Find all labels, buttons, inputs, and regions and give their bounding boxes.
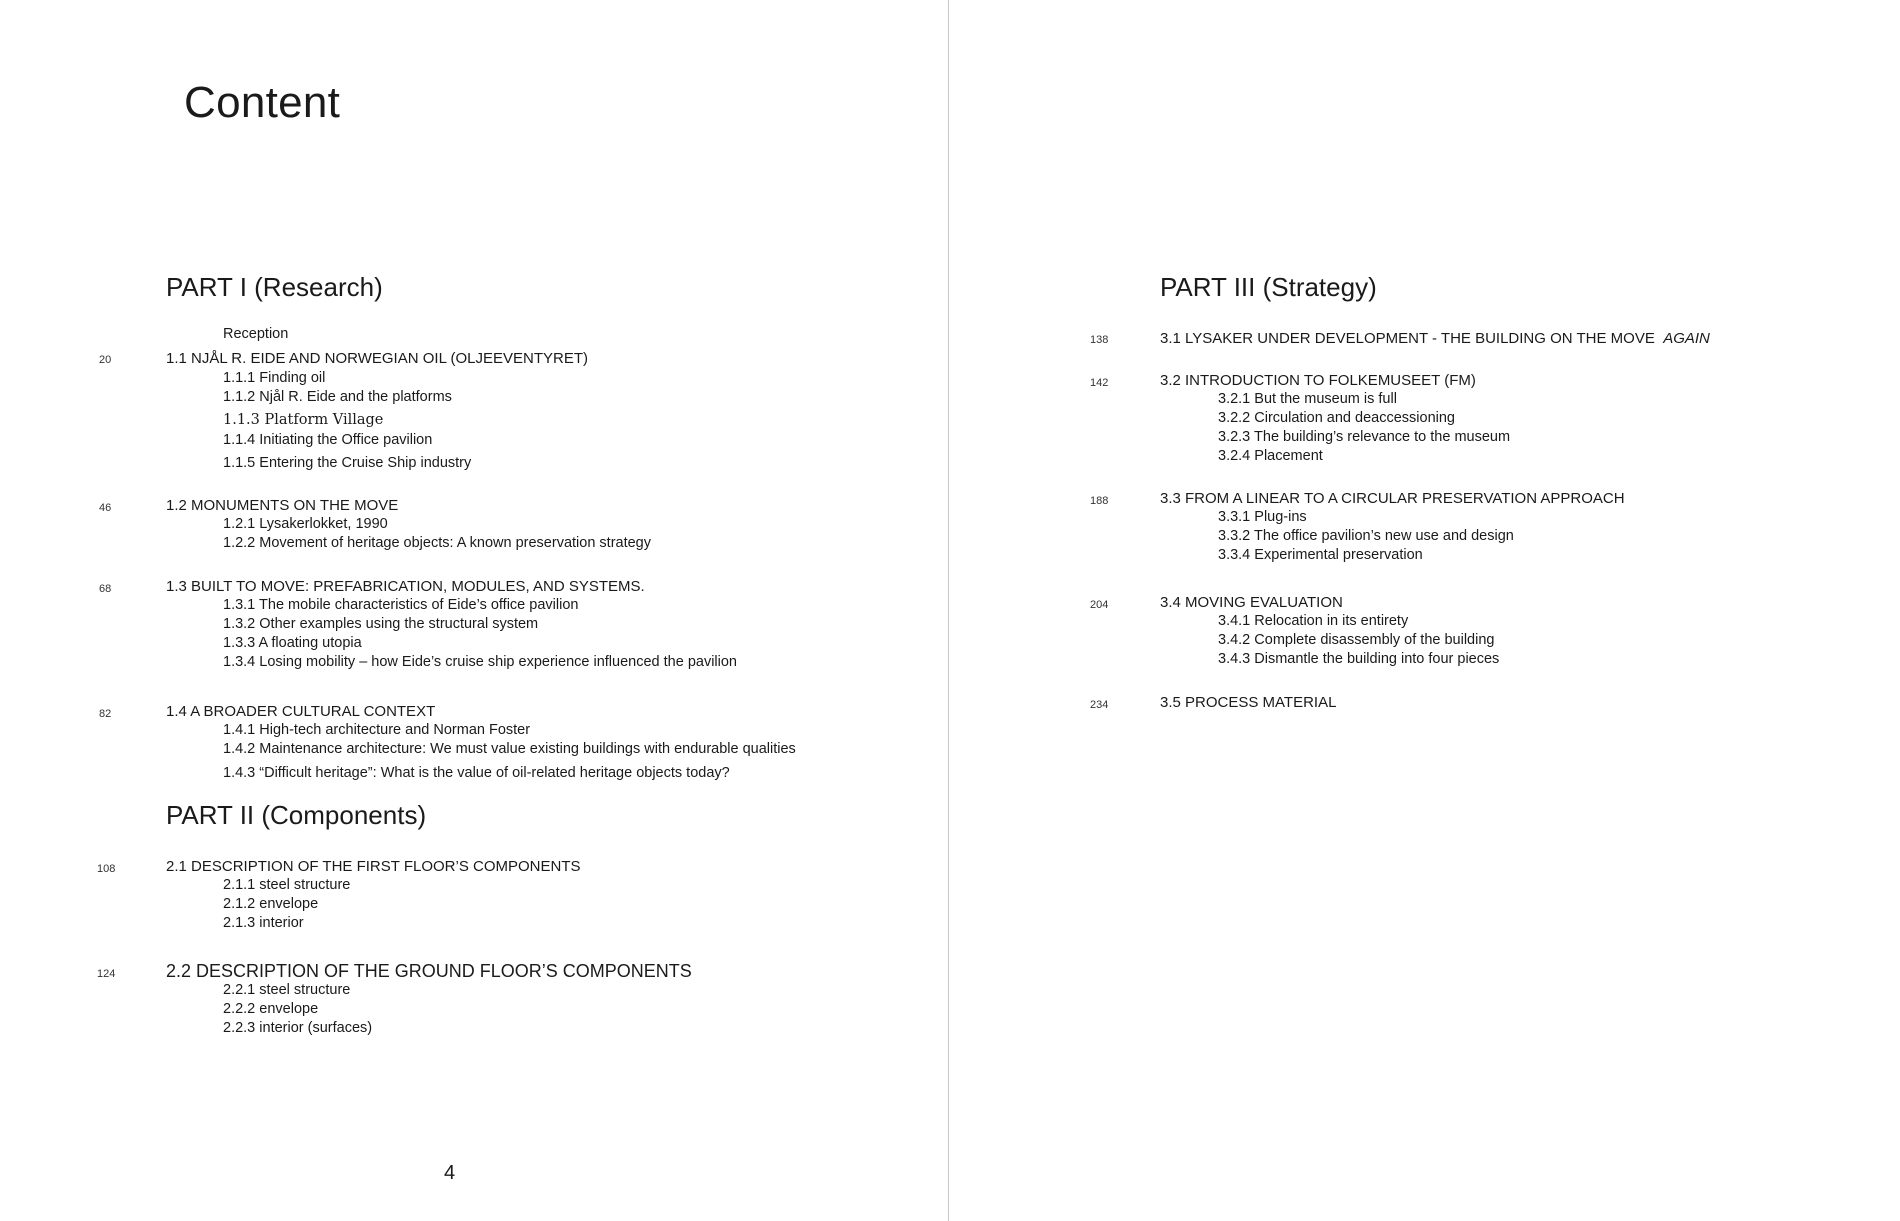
part-2-heading: PART II (Components) — [166, 800, 427, 830]
reception-item: Reception — [223, 326, 289, 342]
section-3-2-title: 3.2 INTRODUCTION TO FOLKEMUSEET (FM) — [1160, 372, 1476, 389]
section-3-4-title: 3.4 MOVING EVALUATION — [1160, 594, 1343, 611]
subsection-1-4-2: 1.4.2 Maintenance architecture: We must value existing buildings with endurable qualities — [223, 741, 796, 757]
subsection-1-2-2: 1.2.2 Movement of heritage objects: A known preservation strategy — [223, 535, 651, 551]
section-3-1-text: 3.1 LYSAKER UNDER DEVELOPMENT - THE BUILDING ON THE MOVE — [1160, 330, 1655, 347]
subsection-1-1-5: 1.1.5 Entering the Cruise Ship industry — [223, 455, 472, 471]
section-3-5-title: 3.5 PROCESS MATERIAL — [1160, 694, 1337, 711]
subsection-2-2-1: 2.2.1 steel structure — [223, 982, 351, 998]
subsection-2-2-2: 2.2.2 envelope — [223, 1001, 319, 1017]
page-number-46: 46 — [99, 502, 112, 514]
page-number-108: 108 — [97, 863, 116, 875]
subsection-1-1-4: 1.1.4 Initiating the Office pavilion — [223, 432, 433, 448]
subsection-3-4-3: 3.4.3 Dismantle the building into four pieces — [1218, 651, 1500, 667]
subsection-3-3-1: 3.3.1 Plug-ins — [1218, 509, 1307, 525]
subsection-1-1-3: 1.1.3 Platform Village — [223, 412, 384, 428]
section-1-2-title: 1.2 MONUMENTS ON THE MOVE — [166, 497, 399, 514]
section-1-4-title: 1.4 A BROADER CULTURAL CONTEXT — [166, 703, 436, 720]
subsection-1-3-1: 1.3.1 The mobile characteristics of Eide’s office pavilion — [223, 597, 579, 613]
subsection-3-4-2: 3.4.2 Complete disassembly of the building — [1218, 632, 1495, 648]
subsection-1-4-1: 1.4.1 High-tech architecture and Norman Foster — [223, 722, 531, 738]
subsection-2-2-3: 2.2.3 interior (surfaces) — [223, 1020, 373, 1036]
section-3-1-title — [1160, 330, 1710, 347]
page-folio-number: 4 — [444, 1162, 456, 1184]
subsection-3-3-4: 3.3.4 Experimental preservation — [1218, 547, 1423, 563]
part-3-heading: PART III (Strategy) — [1160, 272, 1377, 302]
subsection-1-3-3: 1.3.3 A floating utopia — [223, 635, 362, 651]
page-number-204: 204 — [1090, 599, 1109, 611]
part-1-heading: PART I (Research) — [166, 272, 383, 302]
subsection-1-4-3: 1.4.3 “Difficult heritage”: What is the value of oil-related heritage objects today? — [223, 765, 730, 781]
page-number-82: 82 — [99, 708, 112, 720]
section-1-3-title: 1.3 BUILT TO MOVE: PREFABRICATION, MODULES, AND SYSTEMS. — [166, 578, 645, 595]
page-number-124: 124 — [97, 968, 116, 980]
subsection-3-2-2: 3.2.2 Circulation and deaccessioning — [1218, 410, 1455, 426]
page-number-234: 234 — [1090, 699, 1109, 711]
subsection-1-2-1: 1.2.1 Lysakerlokket, 1990 — [223, 516, 388, 532]
page-number-142: 142 — [1090, 377, 1109, 389]
page-number-20: 20 — [99, 354, 112, 366]
subsection-2-1-1: 2.1.1 steel structure — [223, 877, 351, 893]
subsection-3-2-1: 3.2.1 But the museum is full — [1218, 391, 1397, 407]
section-2-2-title: 2.2 DESCRIPTION OF THE GROUND FLOOR’S COMPONENTS — [166, 961, 692, 981]
subsection-3-4-1: 3.4.1 Relocation in its entirety — [1218, 613, 1409, 629]
section-1-1-title: 1.1 NJÅL R. EIDE AND NORWEGIAN OIL (OLJEEVENTYRET) — [166, 350, 589, 367]
subsection-1-1-2: 1.1.2 Njål R. Eide and the platforms — [223, 389, 452, 405]
page-number-188: 188 — [1090, 495, 1109, 507]
subsection-2-1-3: 2.1.3 interior — [223, 915, 304, 931]
page-title: Content — [184, 78, 341, 127]
subsection-3-3-2: 3.3.2 The office pavilion’s new use and design — [1218, 528, 1514, 544]
section-3-1-emphasis: AGAIN — [1663, 330, 1710, 347]
section-3-3-title: 3.3 FROM A LINEAR TO A CIRCULAR PRESERVATION APPROACH — [1160, 490, 1625, 507]
left-page — [0, 0, 948, 1221]
subsection-3-2-4: 3.2.4 Placement — [1218, 448, 1323, 464]
section-2-1-title: 2.1 DESCRIPTION OF THE FIRST FLOOR’S COMPONENTS — [166, 858, 581, 875]
subsection-2-1-2: 2.1.2 envelope — [223, 896, 319, 912]
right-page — [949, 0, 1900, 1221]
subsection-1-3-2: 1.3.2 Other examples using the structural system — [223, 616, 539, 632]
subsection-1-1-1: 1.1.1 Finding oil — [223, 370, 326, 386]
subsection-1-3-4: 1.3.4 Losing mobility – how Eide’s cruise ship experience influenced the pavilion — [223, 654, 737, 670]
page-number-138: 138 — [1090, 334, 1109, 346]
subsection-3-2-3: 3.2.3 The building’s relevance to the museum — [1218, 429, 1511, 445]
page-number-68: 68 — [99, 583, 112, 595]
